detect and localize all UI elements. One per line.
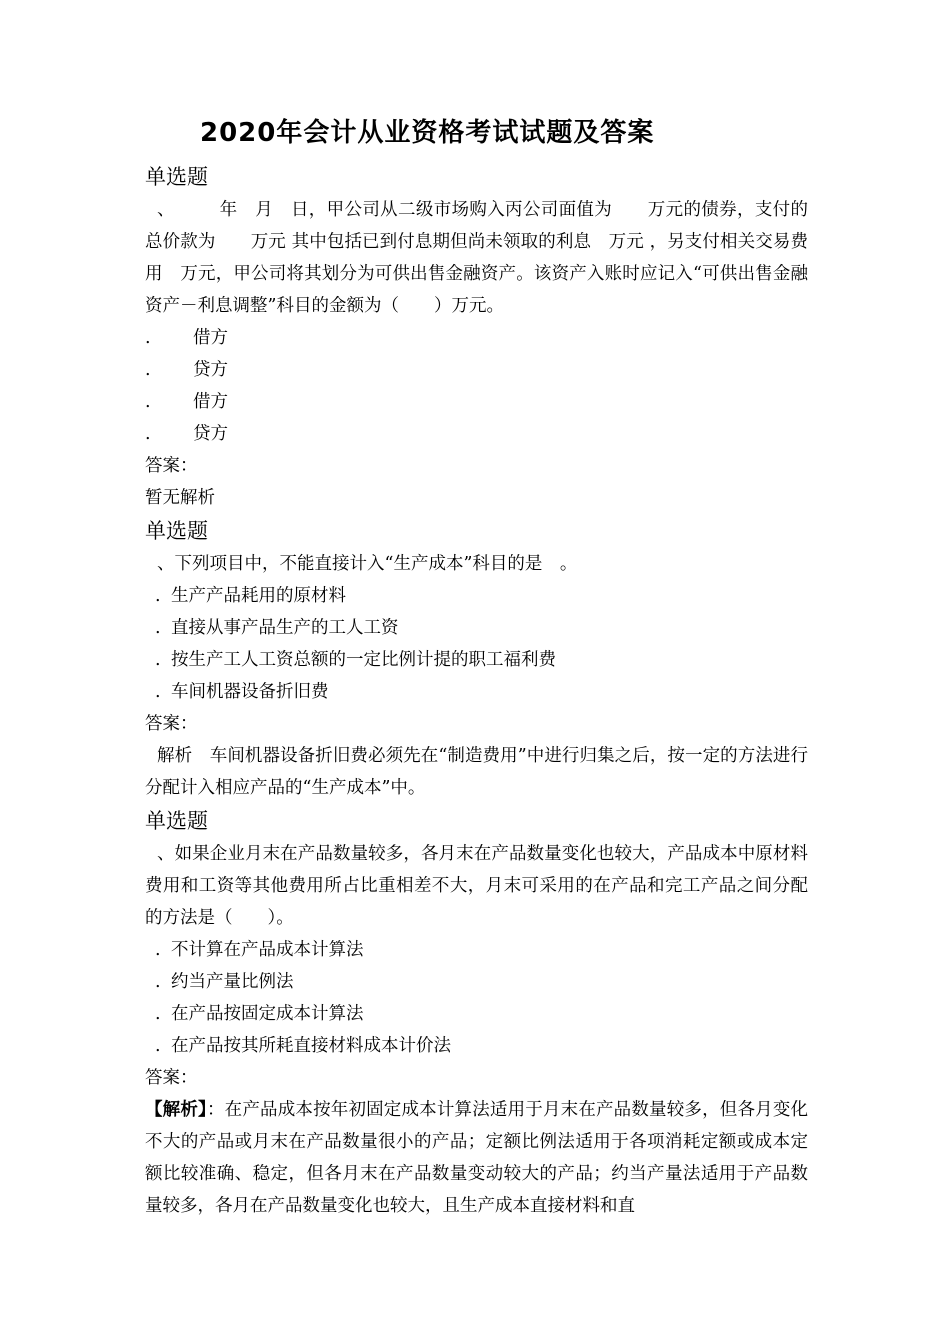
option-bullet: . [145,392,151,412]
option-b [145,966,808,998]
question-text: 、 年 月 日，甲公司从二级市场购入丙公司面值为 万元的债券，支付的总价款为 万元 其中包括已到付息期但尚未领取的利息 万元 ，另支付相关交易费用 万元，甲公司将其划分为可供出售金融资产。该资产入账时应记入“可供出售金融资产－利息调整”科目的金额为（ ）万元。 [145,200,808,316]
option-text: 借方 [193,392,228,412]
document-body [145,160,808,1222]
answer-label: 答案： [145,714,198,734]
analysis-paragraph [145,1094,808,1222]
option-b [145,612,808,644]
option-text: 在产品按其所耗直接材料成本计价法 [171,1036,451,1056]
option-c [145,386,808,418]
option-text: 生产产品耗用的原材料 [171,586,346,606]
analysis-text: 暂无解析 [145,488,215,508]
option-text: 借方 [193,328,228,348]
option-text: 直接从事产品生产的工人工资 [171,618,399,638]
option-d [145,676,808,708]
option-bullet: . [145,328,151,348]
section-heading: 单选题 [145,165,208,189]
document-title: 2020年会计从业资格考试试题及答案 [200,118,655,148]
question-text: 、下列项目中，不能直接计入“生产成本”科目的是 。 [157,554,578,574]
option-text: 贷方 [193,424,228,444]
option-bullet: . [155,940,161,960]
option-a [145,580,808,612]
option-text: 在产品按固定成本计算法 [171,1004,364,1024]
analysis-mark: 【解析】 [145,1100,207,1120]
option-bullet: . [155,972,161,992]
option-bullet: . [155,1004,161,1024]
option-text: 不计算在产品成本计算法 [171,940,364,960]
question-text: 、如果企业月末在产品数量较多，各月末在产品数量变化也较大，产品成本中原材料费用和工资等其他费用所占比重相差不大，月末可采用的在产品和完工产品之间分配的方法是（ ）。 [145,844,808,928]
section-heading: 单选题 [145,809,208,833]
option-a [145,322,808,354]
section-heading: 单选题 [145,519,208,543]
option-text: 约当产量比例法 [171,972,294,992]
option-bullet: . [155,586,161,606]
option-bullet: . [155,1036,161,1056]
option-bullet: . [155,618,161,638]
analysis-text: ：在产品成本按年初固定成本计算法适用于月末在产品数量较多，但各月变化不大的产品或月末在产品数量很小的产品；定额比例法适用于各项消耗定额或成本定额比较准确、稳定，但各月末在产品数量变动较大的产品；约当产量法适用于产品数量较多，各月在产品数量变化也较大，且生产成本直接材料和直 [145,1100,809,1216]
analysis-text: 解析 车间机器设备折旧费必须先在“制造费用”中进行归集之后，按一定的方法进行分配计入相应产品的“生产成本”中。 [145,746,808,798]
option-c [145,998,808,1030]
question-block-1 [145,160,808,514]
question-block-3 [145,804,808,1222]
option-c [145,644,808,676]
option-bullet: . [155,682,161,702]
option-text: 贷方 [193,360,228,380]
option-text: 车间机器设备折旧费 [171,682,329,702]
option-d [145,418,808,450]
option-bullet: . [145,424,151,444]
option-d [145,1030,808,1062]
option-bullet: . [145,360,151,380]
answer-label: 答案： [145,456,198,476]
question-block-2 [145,514,808,804]
option-b [145,354,808,386]
option-a [145,934,808,966]
answer-label: 答案： [145,1068,198,1088]
option-bullet: . [155,650,161,670]
option-text: 按生产工人工资总额的一定比例计提的职工福利费 [171,650,556,670]
